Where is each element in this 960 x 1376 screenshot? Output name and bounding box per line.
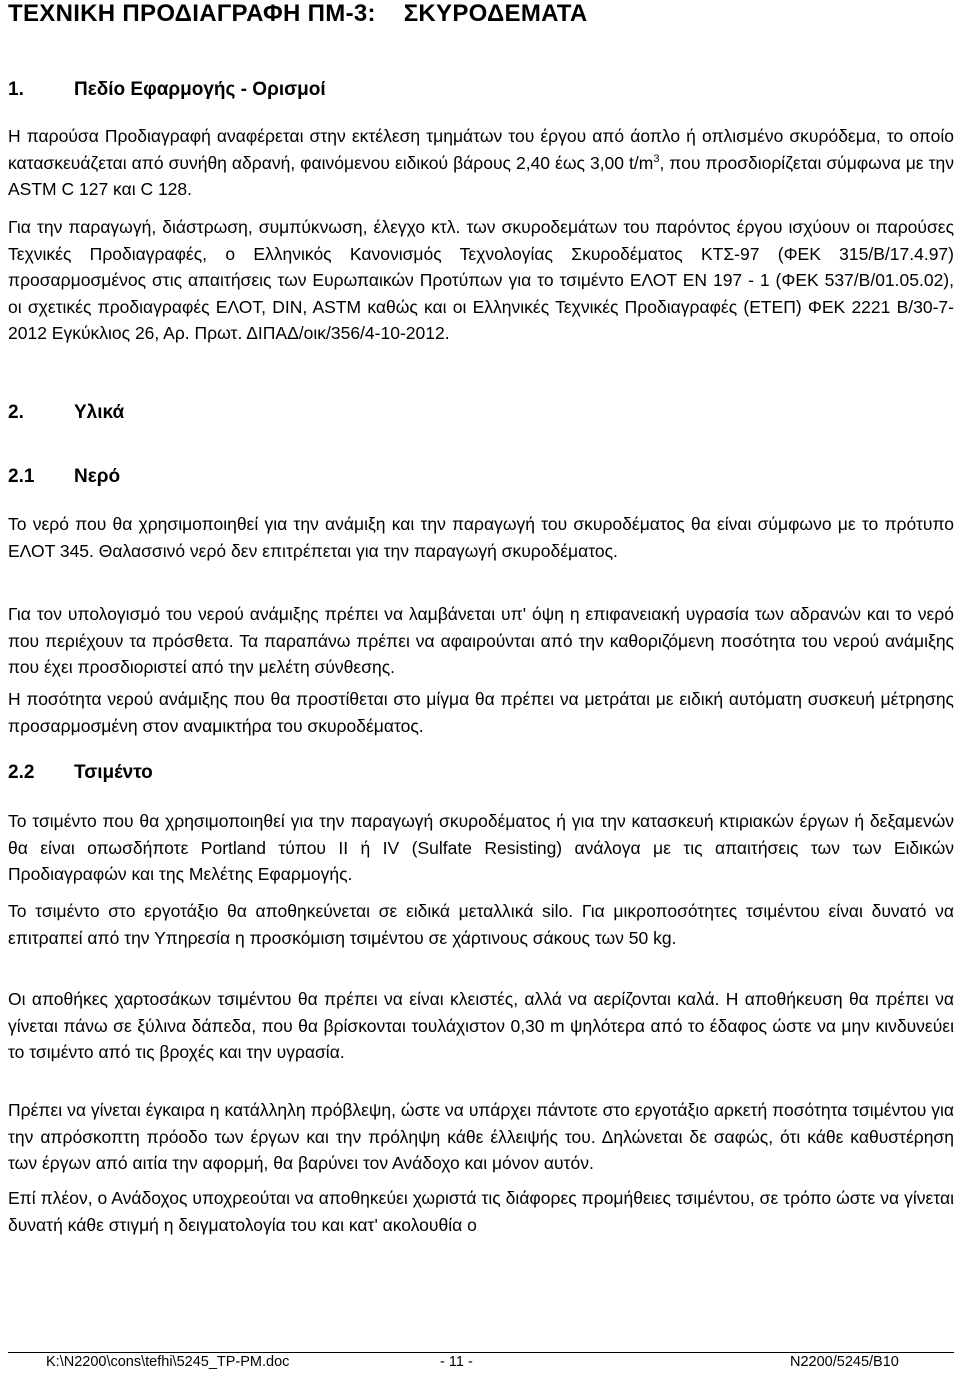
section-1-heading [8,79,326,101]
section-2-1-paragraph-1: Το νερό που θα χρησιμοποιηθεί για την ανάμιξη και την παραγωγή του σκυροδέματος θα είναι σύμφωνο με το πρότυπο ΕΛΟΤ 345. Θαλασσινό νερό δεν επιτρέπεται για την παραγωγή σκυροδέματος. [8,514,954,561]
document-title: ΤΕΧΝΙΚΗ ΠΡΟΔΙΑΓΡΑΦΗ ΠΜ-3: ΣΚΥΡΟΔΕΜΑΤΑ [8,0,588,27]
section-1-paragraph-1 [8,123,954,203]
section-2-2-paragraph-1: Το τσιμέντο που θα χρησιμοποιηθεί για την παραγωγή σκυροδέματος ή για την κατασκευή κτιριακών έργων ή δεξαμενών θα είναι οπωσδήποτε Portland τύπου ΙΙ ή IV (Sulfate Resisting) ανάλογα με τις απαιτήσεις των των Ειδικών Προδιαγραφών και της Μελέτης Εφαρμογής. [8,811,954,884]
section-2-2-heading [8,762,153,784]
section-2-title: Υλικά [74,402,125,423]
section-2-2-paragraph-5: Επί πλέον, ο Ανάδοχος υποχρεούται να αποθηκεύει χωριστά τις διάφορες προμήθειες τσιμέντου, σε τρόπο ώστε να γίνεται δυνατή κάθε στιγμή η δειγματολογία του και κατ' ακολουθία ο [8,1188,954,1235]
footer-divider [8,1352,954,1353]
footer-page-number: - 11 - [440,1354,473,1370]
section-2-2-paragraph-2: Το τσιμέντο στο εργοτάξιο θα αποθηκεύνεται σε ειδικά μεταλλικά silo. Για μικροποσότητες τσιμέντου είναι δυνατό να επιτραπεί από την Υπηρεσία η προσκόμιση τσιμέντου σε χάρτινους σάκους των 50 kg. [8,901,954,948]
section-2-1-paragraph-3: Η ποσότητα νερού ανάμιξης που θα προστίθεται στο μίγμα θα πρέπει να μετράται με ειδική αυτόματη συσκευή μέτρησης προσαρμοσμένη στον αναμικτήρα του σκυροδέματος. [8,689,954,736]
section-2-2-paragraph-4: Πρέπει να γίνεται έγκαιρα η κατάλληλη πρόβλεψη, ώστε να υπάρχει πάντοτε στο εργοτάξιο αρκετή ποσότητα τσιμέντου για την απρόσκοπτη πρόοδο των έργων και την πρόληψη κάθε έλλειψής του. Δηλώνεται δε σαφώς, ότι κάθε καθυστέρηση των έργων από αιτία την αφορμή, θα βαρύνει τον Ανάδοχο και μόνον αυτόν. [8,1100,954,1173]
section-1-paragraph-1-tail: , που προσδιορίζεται σύμφωνα με την ASTM C 127 και C 128. [8,152,954,199]
section-1-paragraph-2: Για την παραγωγή, διάστρωση, συμπύκνωση, έλεγχο κτλ. των σκυροδεμάτων του παρόντος έργου ισχύουν οι παρούσες Τεχνικές Προδιαγραφές, ο Ελληνικός Κανονισμός Τεχνολογίας Σκυροδέματος ΚΤΣ-97 (ΦΕΚ 315/Β/17.4.97) προσαρμοσμένος στις απαιτήσεις των Ευρωπαικών Προτύπων για το τσιμέντο ΕΛΟΤ ΕΝ 197 - 1 (ΦΕΚ 537/Β/01.05.02), οι σχετικές προδιαγραφές ΕΛΟΤ, DIN, ASTM καθώς και οι Ελληνικές Τεχνικές Προδιαγραφές (ΕΤΕΠ) ΦΕΚ 2221 Β/30-7-2012 Εγκύκλιος 26, Αρ. Πρωτ. ΔΙΠΑΔ/οικ/356/4-10-2012. [8,217,954,343]
section-2-number: 2. [8,402,24,423]
section-1-title: Πεδίο Εφαρμογής - Ορισμοί [74,79,326,100]
section-1-number: 1. [8,79,24,100]
section-2-2-paragraph-3: Οι αποθήκες χαρτοσάκων τσιμέντου θα πρέπει να είναι κλειστές, αλλά να αερίζονται καλά. Η αποθήκευση θα πρέπει να γίνεται πάνω σε ξύλινα δάπεδα, που θα βρίσκονται τουλάχιστον 0,30 m ψηλότερα από το έδαφος ώστε να μην κινδυνεύει το τσιμέντο από τις βροχές και την υγρασία. [8,989,954,1062]
section-2-2-number: 2.2 [8,762,35,783]
section-2-1-heading [8,466,120,488]
section-2-1-paragraph-2: Για τον υπολογισμό του νερού ανάμιξης πρέπει να λαμβάνεται υπ' όψη η επιφανειακή υγρασία των αδρανών και το νερό που περιέχουν τα πρόσθετα. Τα παραπάνω πρέπει να αφαιρούνται από την καθοριζόμενη ποσότητα του νερού ανάμιξης που έχει προσδιοριστεί από την μελέτη σύνθεσης. [8,604,954,677]
section-1-paragraph-1-text: Η παρούσα Προδιαγραφή αναφέρεται στην εκτέλεση τμημάτων του έργου από άοπλο ή οπλισμένο σκυρόδεμα, το οποίο κατασκευάζεται από συνήθη αδρανή, φαινόμενου ειδικού βάρους 2,40 έως 3,00 t/m [8,126,954,173]
footer-document-code: N2200/5245/B10 [790,1354,899,1370]
section-2-1-title: Νερό [74,466,121,487]
section-2-1-number: 2.1 [8,466,35,487]
footer-file-path: K:\N2200\cons\tefhi\5245_TP-PM.doc [46,1354,290,1370]
section-2-heading [8,402,124,424]
cubic-superscript: 3 [653,152,660,165]
section-2-2-title: Τσιμέντο [74,762,153,783]
